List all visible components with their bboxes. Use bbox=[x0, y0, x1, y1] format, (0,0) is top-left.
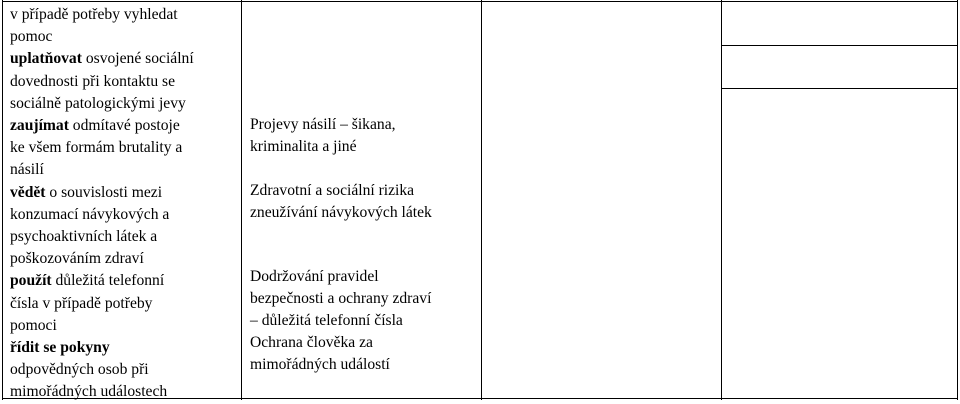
outcome-line-2: pomoc bbox=[10, 28, 53, 46]
table-border-col1 bbox=[241, 0, 242, 400]
outcome-line-10: konzumací návykových a bbox=[10, 205, 170, 223]
expected-outcomes-column bbox=[10, 4, 194, 404]
outcome-line-17: odpovědných osob při bbox=[10, 361, 149, 379]
outcome-line-1: v případě potřeby vyhledat bbox=[10, 6, 178, 23]
topic-line: Projevy násilí – šikana, bbox=[250, 116, 396, 133]
outcome-line-8: násilí bbox=[10, 161, 44, 179]
topic-line: zneužívání návykových látek bbox=[250, 204, 432, 222]
outcome-line-11: psychoaktivních látek a bbox=[10, 228, 158, 246]
table-border-right-row1 bbox=[721, 45, 957, 46]
outcome-line-7: ke všem formám brutality a bbox=[10, 139, 183, 157]
outcome-line-6: zaujímat odmítavé postoje bbox=[10, 117, 180, 135]
topic-line: – důležitá telefonní čísla bbox=[250, 312, 403, 330]
table-border-right-row2 bbox=[721, 88, 957, 89]
topic-emergency-protection bbox=[250, 332, 390, 376]
outcome-line-5: sociálně patologickými jevy bbox=[10, 94, 186, 112]
table-border-right bbox=[957, 0, 958, 400]
topic-line: mimořádných událostí bbox=[250, 356, 390, 374]
outcome-line-12: poškozováním zdraví bbox=[10, 250, 144, 268]
outcome-line-15: pomoci bbox=[10, 316, 57, 334]
table-border-col3 bbox=[721, 0, 722, 400]
topic-line: Ochrana člověka za bbox=[250, 334, 373, 351]
table-border-top bbox=[2, 1, 957, 2]
topic-line: kriminalita a jiné bbox=[250, 138, 357, 156]
outcome-line-9: vědět o souvislosti mezi bbox=[10, 183, 163, 201]
topic-line: Dodržování pravidel bbox=[250, 268, 379, 285]
outcome-line-13: použít důležitá telefonní bbox=[10, 272, 165, 290]
outcome-line-4: dovednosti při kontaktu se bbox=[10, 72, 176, 90]
table-border-col2 bbox=[481, 0, 482, 400]
outcome-line-16: řídit se pokyny bbox=[10, 339, 110, 357]
outcome-line-18: mimořádných událostech bbox=[10, 383, 168, 401]
topic-line: bezpečnosti a ochrany zdraví bbox=[250, 290, 432, 308]
outcome-line-14: čísla v případě potřeby bbox=[10, 294, 153, 312]
topic-violence bbox=[250, 114, 396, 158]
outcome-line-3: uplatňovat osvojené sociální bbox=[10, 50, 194, 68]
topic-addiction-risks bbox=[250, 180, 432, 224]
topic-line: Zdravotní a sociální rizika bbox=[250, 182, 415, 199]
table-border-left bbox=[2, 0, 3, 400]
topic-safety-rules bbox=[250, 266, 431, 333]
